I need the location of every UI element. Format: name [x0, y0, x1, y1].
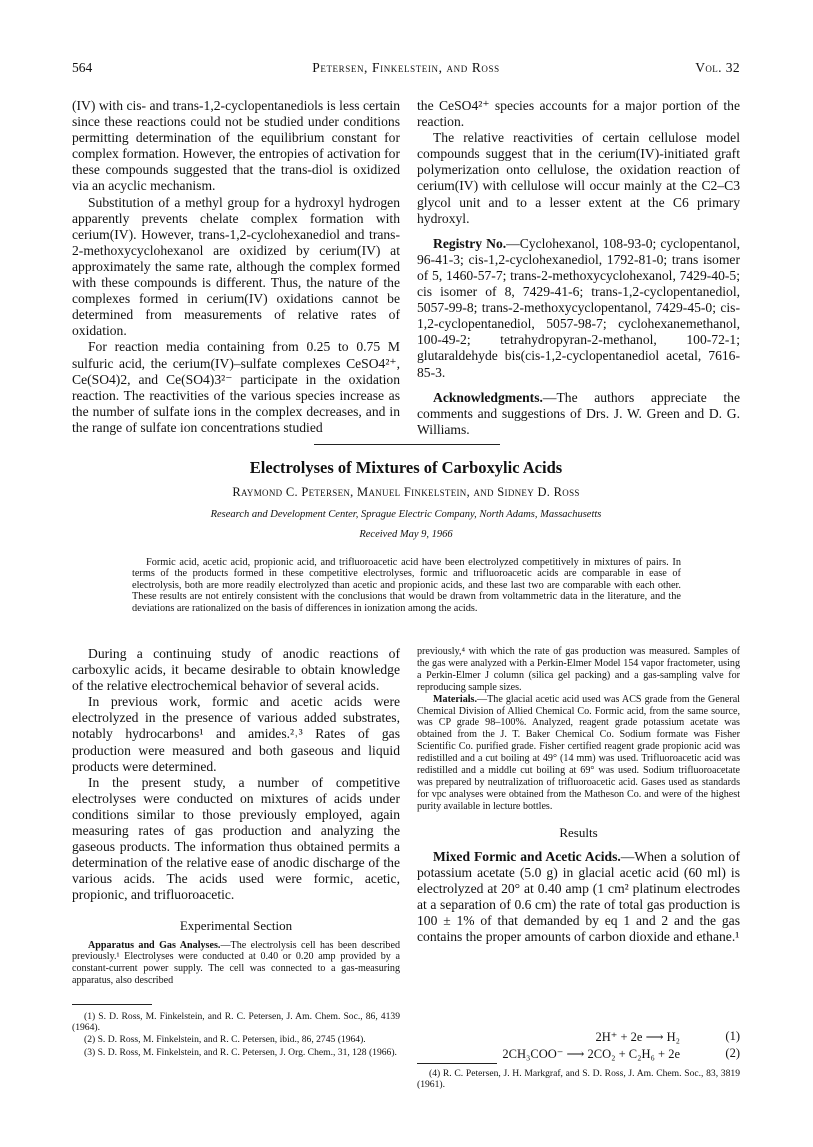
paragraph: previously,⁴ with which the rate of gas production was measured. Samples of the gas were analyzed with a Perkin-Elmer Model 154 vapor fractometer, using a Perkin-Elmer J column (silica gel packing) and a gas-sampling valve for reproducing sample sizes.	[417, 646, 740, 693]
running-title: Petersen, Finkelstein, and Ross	[312, 60, 500, 75]
equation-expression: 2H⁺ + 2e ⟶ H₂	[595, 1030, 680, 1044]
registry-label: Registry No.	[433, 235, 507, 251]
footnote: (1) S. D. Ross, M. Finkelstein, and R. C. Petersen, J. Am. Chem. Soc., 86, 4139 (1964).	[72, 1011, 400, 1034]
materials-label: Materials.	[433, 693, 478, 705]
footnote: (4) R. C. Petersen, J. H. Markgraf, and S. D. Ross, J. Am. Chem. Soc., 83, 3819 (1961).	[417, 1068, 740, 1091]
section-heading: Experimental Section	[179, 917, 293, 933]
equation	[417, 1029, 740, 1045]
paragraph: In the present study, a number of competitive electrolyses were conducted on mixtures of acids under conditions similar to those previously employed, again measuring rates of gas production and analyzing the gaseous products. The information thus obtained permits a determination of the relative ease of anodic discharge of the various acids. The acids used were formic, acetic, propionic, and trifluoroacetic.	[72, 774, 400, 903]
received-date: Received May 9, 1966	[359, 529, 453, 540]
article-title: Electrolyses of Mixtures of Carboxylic Acids	[249, 458, 563, 477]
paragraph: Substitution of a methyl group for a hydroxyl hydrogen apparently prevents chelate complex formation with cerium(IV). However, trans-1,2-cyclohexanediol and trans-2-methoxycyclohexanol are oxidized by cerium(IV) at approximately the same rate, although the complex formed with these compounds is different. Thus, the nature of the complexes formed in cerium(IV) oxidations cannot be determined from measurements of relative rates of oxidation.	[72, 194, 400, 339]
page-number: 564	[72, 60, 93, 75]
bottom-right-column	[417, 646, 740, 945]
paragraph: The relative reactivities of certain cellulose model compounds suggest that in the cerium(IV)-initiated graft polymerization onto cellulose, the oxidation reaction of cerium(IV) with cellulose will occur mainly at the C2–C3 glycol unit and to a lesser extent at the C6 primary hydroxyl.	[417, 130, 740, 226]
registry-paragraph	[417, 236, 740, 381]
results-paragraph	[417, 849, 740, 946]
mixed-acids-label: Mixed Formic and Acetic Acids.	[433, 848, 621, 864]
paragraph: the CeSO4²⁺ species accounts for a major portion of the reaction.	[417, 98, 740, 130]
paragraph: During a continuing study of anodic reactions of carboxylic acids, it became desirable to obtain knowledge of the relative electrochemical behavior of several acids.	[72, 646, 400, 694]
materials-text: —The glacial acetic acid used was ACS grade from the General Chemical Division of Allied Chemical Co. Formic acid, from the same source, was CP grade 98–100%. Analyzed, reagent grade potassium acetate was obtained from the J. T. Baker Chemical Co. Sodium formate was Fisher Scientific Co. purified grade. Fisher certified reagent grade propionic acid was redistilled and a cut boiling at 49° (14 mm) was used. Trifluoroacetic acid was redistilled and a middle cut boiling at 69° was used. Sodium trifluoroacetate was prepared by neutralization of trifluoroacetic acid. Gases used as standards for vpc analyses were obtained from the Matheson Co. and were of the highest purity available in lecture bottles.	[417, 693, 740, 812]
acknowledgments-paragraph	[417, 390, 740, 438]
article-affiliation: Research and Development Center, Sprague Electric Company, North Adams, Massachusetts	[210, 509, 602, 520]
equation-number: (1)	[725, 1029, 740, 1043]
section-heading: Results	[559, 824, 598, 840]
footnotes-left	[72, 1011, 400, 1059]
apparatus-label: Apparatus and Gas Analyses.	[88, 939, 221, 951]
equation-number: (2)	[725, 1046, 740, 1060]
apparatus-text: —The electrolysis cell has been described previously.¹ Electrolyses were conducted at 0.40 or 0.20 amp provided by a constant-current power supply. The cell was connected to a gas-measuring apparatus, also described	[72, 939, 400, 987]
top-right-column	[417, 98, 740, 438]
article-authors: Raymond C. Petersen, Manuel Finkelstein, and Sidney D. Ross	[232, 485, 580, 499]
equation-expression: 2CH₃COO⁻ ⟶ 2CO₂ + C₂H₆ + 2e	[502, 1047, 680, 1061]
footnote: (3) S. D. Ross, M. Finkelstein, and R. C. Petersen, J. Org. Chem., 31, 128 (1966).	[84, 1046, 397, 1058]
mixed-acids-text: —When a solution of potassium acetate (5.0 g) in glacial acetic acid (60 ml) is electrolyzed at 20° at 0.40 amp (1 cm² platinum electrodes at a separation of 0.6 cm) the rate of total gas production is 100 ± 1% of that demanded by eq 1 and 2 and the gas contains the proper amounts of carbon dioxide and ethane.¹	[417, 848, 740, 945]
paragraph: In previous work, formic and acetic acids were electrolyzed in the presence of various added substrates, notably hydrocarbons¹ and amides.²˒³ Rates of gas production were measured and both gaseous and liquid products were determined.	[72, 694, 400, 774]
equation	[417, 1046, 740, 1062]
running-header	[72, 60, 740, 76]
top-left-column	[72, 98, 400, 436]
acknowledgments-label: Acknowledgments.	[433, 389, 543, 405]
registry-text: —Cyclohexanol, 108-93-0; cyclopentanol, 96-41-3; cis-1,2-cyclohexanediol, 1792-81-0; trans isomer of 5, 1460-57-7; trans-2-methoxycyclohexanol, 7429-40-5; cis isomer of 8, 7429-41-6; trans-1,2-cyclopentanediol, 5057-99-8; trans-2-methoxycyclopentanol, 7429-45-0; cis-1,2-cyclopentanediol, 5057-98-7; cyclohexanemethanol, 100-49-2; tetrahydropyran-2-methanol, 100-72-1; glutaraldehyde bis(cis-1,2-cyclopentanediol acetal, 7616-85-3.	[417, 235, 740, 380]
abstract: Formic acid, acetic acid, propionic acid, and trifluoroacetic acid have been electrolyzed competitively in mixtures of pairs. In terms of the products formed in these competitive electrolyses, formic and trifluoroacetic acids are comparable in ease of electrolysis, both are more readily electrolyzed than acetic and propionic acids, and these last two are comparable with each other. These results are not entirely consistent with the conclusions that would be drawn from voltammetric data in the literature, and the deviations are rationalized on the basis of differences in ionization among the acids.	[132, 557, 681, 614]
paragraph: (IV) with cis- and trans-1,2-cyclopentanediols is less certain since these reactions could not be studied under conditions permitting determination of the equilibrium constant for complex formation. However, the entropies of activation for these compounds suggested that the trans-diol is oxidized via an acyclic mechanism.	[72, 98, 400, 194]
footnote-divider	[417, 1063, 497, 1064]
acknowledgments-text: —The authors appreciate the comments and suggestions of Drs. J. W. Green and D. G. Williams.	[417, 389, 740, 437]
article-divider	[314, 444, 500, 445]
paragraph: For reaction media containing from 0.25 to 0.75 M sulfuric acid, the cerium(IV)–sulfate complexes CeSO4²⁺, Ce(SO4)2, and Ce(SO4)3²⁻ participate in the oxidation reaction. The reactivities of the various species increase as the number of sulfate ions in the complex decreases, and in the range of sulfate ion concentrations studied	[72, 339, 400, 435]
volume-label: Vol. 32	[695, 60, 740, 75]
footnote-divider	[72, 1004, 152, 1005]
materials-paragraph	[417, 694, 740, 813]
footnote: (2) S. D. Ross, M. Finkelstein, and R. C. Petersen, ibid., 86, 2745 (1964).	[84, 1034, 366, 1046]
bottom-left-column	[72, 646, 400, 987]
apparatus-paragraph	[72, 940, 400, 988]
